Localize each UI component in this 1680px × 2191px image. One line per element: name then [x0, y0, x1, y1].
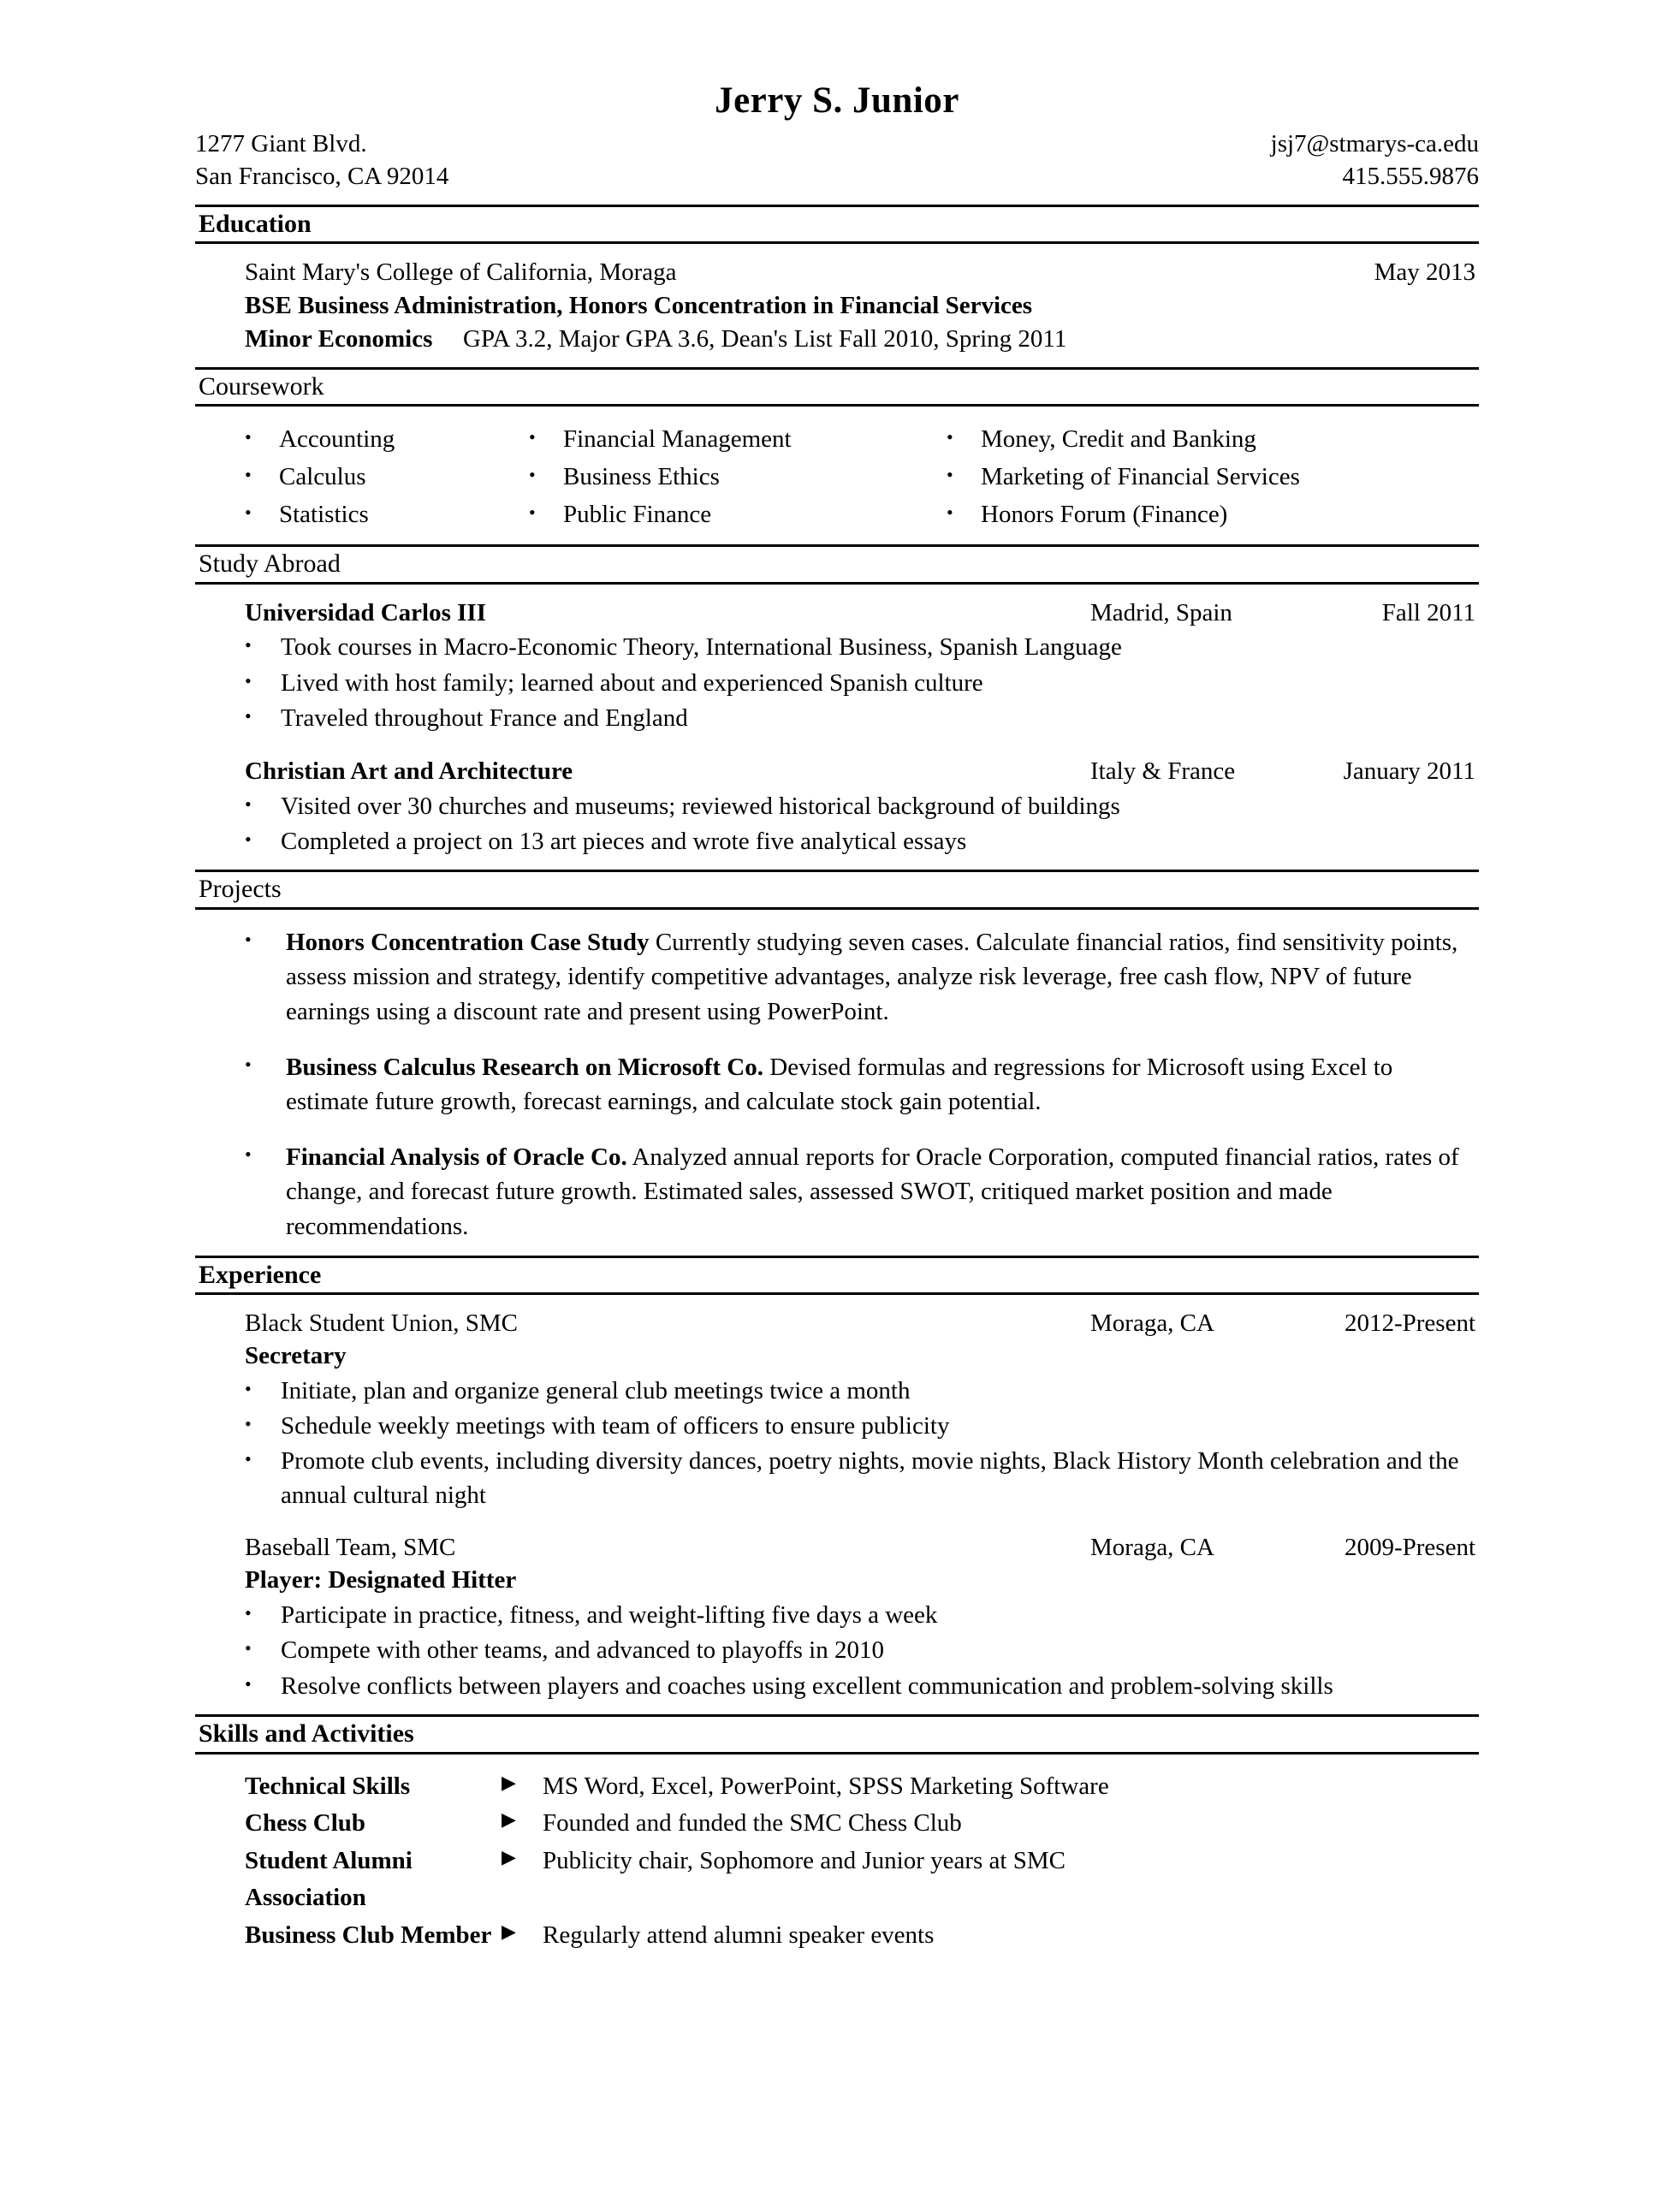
experience-role: Secretary	[245, 1341, 347, 1369]
list-item	[245, 925, 1475, 1030]
bullet-icon: •	[245, 705, 252, 727]
list-item	[245, 702, 1475, 735]
study-abroad-date: January 2011	[1343, 757, 1475, 785]
section-heading-projects: Projects	[195, 870, 1479, 909]
list-item	[245, 1410, 1475, 1443]
section-heading-education: Education	[195, 205, 1479, 244]
experience-entry	[245, 1307, 1475, 1512]
bullet-text: Initiate, plan and organize general club meetings twice a month	[281, 1376, 911, 1404]
bullet-icon: •	[529, 463, 536, 485]
bullet-icon: •	[245, 502, 252, 524]
experience-organization: Black Student Union, SMC	[245, 1309, 519, 1337]
bullet-icon: •	[529, 502, 536, 524]
coursework-item	[245, 458, 529, 496]
experience-location: Moraga, CA	[1090, 1309, 1214, 1337]
section-coursework	[195, 367, 1479, 534]
study-abroad-location: Italy & France	[1090, 757, 1236, 785]
arrow-right-icon: ▶	[502, 1771, 516, 1793]
coursework-label: Honors Forum (Finance)	[981, 501, 1228, 529]
project-title: Business Calculus Research on Microsoft Co.	[286, 1053, 763, 1081]
coursework-item	[529, 420, 947, 458]
experience-entry	[245, 1531, 1475, 1703]
list-item	[245, 825, 1475, 858]
skill-value: Regularly attend alumni speaker events	[543, 1921, 935, 1949]
email-text: jsj7@stmarys-ca.edu	[1270, 130, 1479, 157]
experience-entry-header	[245, 1307, 1475, 1340]
section-experience	[195, 1256, 1479, 1704]
project-body	[286, 1140, 1475, 1244]
bullet-text: Took courses in Macro-Economic Theory, International Business, Spanish Language	[281, 633, 1122, 662]
projects-list	[245, 925, 1475, 1244]
study-abroad-entry	[245, 755, 1475, 859]
experience-body	[195, 1295, 1479, 1703]
coursework-label: Marketing of Financial Services	[981, 462, 1300, 490]
reach-block	[1271, 128, 1479, 193]
education-minor-row	[245, 323, 1475, 356]
section-heading-experience: Experience	[195, 1256, 1479, 1295]
list-item	[245, 1670, 1475, 1703]
skill-value: Publicity chair, Sophomore and Junior years at SMC	[543, 1846, 1066, 1874]
skill-label: Student Alumni Association	[245, 1846, 413, 1911]
education-degree: BSE Business Administration, Honors Concentration in Financial Services	[245, 291, 1033, 319]
bullet-icon: •	[245, 1377, 252, 1399]
project-description: Devised formulas and regressions for Microsoft using Excel to estimate future growth, forecast earnings, and calculate stock gain potential.	[286, 1053, 1393, 1116]
bullet-icon: •	[245, 1412, 252, 1434]
phone-text: 415.555.9876	[1342, 163, 1479, 191]
bullet-icon: •	[245, 1053, 252, 1075]
study-abroad-date: Fall 2011	[1381, 598, 1475, 626]
coursework-label: Statistics	[279, 501, 369, 529]
section-projects	[195, 870, 1479, 1244]
education-minor-label: Minor Economics	[245, 324, 433, 353]
coursework-label: Business Ethics	[563, 462, 720, 490]
experience-location: Moraga, CA	[1090, 1534, 1214, 1562]
section-skills-activities	[195, 1714, 1479, 1954]
experience-bullets	[245, 1599, 1475, 1703]
list-item	[245, 1050, 1475, 1119]
bullet-icon: •	[947, 425, 953, 448]
bullet-text: Promote club events, including diversity dances, poetry nights, movie nights, Black History Month celebration and the annual cultural night	[281, 1447, 1459, 1509]
study-abroad-entry-header	[245, 755, 1475, 788]
arrow-right-icon: ▶	[502, 1808, 516, 1830]
bullet-icon: •	[245, 669, 252, 692]
address-block	[195, 128, 448, 193]
page-title: Jerry S. Junior	[715, 80, 959, 121]
study-abroad-bullets	[245, 631, 1475, 735]
list-item	[245, 1599, 1475, 1632]
experience-role: Player: Designated Hitter	[245, 1566, 517, 1594]
coursework-label: Money, Credit and Banking	[981, 425, 1256, 453]
projects-body	[195, 910, 1479, 1244]
coursework-item	[245, 420, 529, 458]
study-abroad-body	[195, 585, 1479, 859]
coursework-body	[195, 407, 1479, 533]
project-description: Analyzed annual reports for Oracle Corporation, computed financial ratios, rates of change, and forecast future growth. Estimated sales, assessed SWOT, critiqued market position and made recommendations.	[286, 1143, 1459, 1240]
education-school: Saint Mary's College of California, Moraga	[245, 258, 677, 286]
list-item	[245, 1375, 1475, 1408]
bullet-text: Participate in practice, fitness, and weight-lifting five days a week	[281, 1600, 938, 1629]
bullet-icon: •	[245, 463, 252, 485]
study-abroad-entry	[245, 597, 1475, 736]
coursework-item	[947, 496, 1475, 533]
list-item	[245, 790, 1475, 823]
bullet-icon: •	[529, 425, 536, 448]
list-item	[245, 1140, 1475, 1244]
project-title: Financial Analysis of Oracle Co.	[286, 1143, 627, 1171]
skill-label: Chess Club	[245, 1809, 366, 1837]
bullet-icon: •	[245, 828, 252, 850]
experience-organization: Baseball Team, SMC	[245, 1534, 456, 1562]
address-line-1: 1277 Giant Blvd.	[195, 130, 367, 157]
coursework-label: Accounting	[279, 425, 395, 453]
arrow-right-icon: ▶	[502, 1845, 516, 1867]
coursework-item	[947, 458, 1475, 496]
address-line-2: San Francisco, CA 92014	[195, 163, 449, 191]
bullet-text: Visited over 30 churches and museums; reviewed historical background of buildings	[281, 792, 1120, 820]
study-abroad-bullets	[245, 790, 1475, 859]
section-heading-coursework: Coursework	[195, 367, 1479, 407]
bullet-icon: •	[245, 1672, 252, 1695]
arrow-right-icon: ▶	[502, 1920, 516, 1942]
study-abroad-title: Universidad Carlos III	[245, 598, 486, 626]
list-item	[245, 667, 1475, 700]
bullet-text: Traveled throughout France and England	[281, 704, 688, 733]
coursework-item	[529, 496, 947, 533]
bullet-icon: •	[947, 463, 953, 485]
experience-bullets	[245, 1375, 1475, 1513]
list-item	[245, 631, 1475, 664]
coursework-grid	[245, 407, 1475, 533]
bullet-icon: •	[245, 1637, 252, 1660]
coursework-item	[947, 420, 1475, 458]
coursework-item	[529, 458, 947, 496]
skill-label: Technical Skills	[245, 1772, 411, 1800]
bullet-icon: •	[947, 502, 953, 524]
section-education	[195, 205, 1479, 356]
bullet-icon: •	[245, 928, 252, 950]
coursework-item	[245, 496, 529, 533]
bullet-icon: •	[245, 1143, 252, 1165]
bullet-text: Lived with host family; learned about and experienced Spanish culture	[281, 668, 983, 697]
section-study-abroad	[195, 544, 1479, 858]
education-grad-date: May 2013	[1374, 258, 1475, 286]
bullet-text: Resolve conflicts between players and coaches using excellent communication and problem-solving skills	[281, 1671, 1333, 1700]
skill-label: Business Club Member	[245, 1921, 492, 1949]
skills-body	[195, 1755, 1479, 1955]
study-abroad-location: Madrid, Spain	[1090, 598, 1232, 626]
skill-value: MS Word, Excel, PowerPoint, SPSS Marketing Software	[543, 1772, 1109, 1800]
bullet-icon: •	[245, 1601, 252, 1624]
section-heading-study-abroad: Study Abroad	[195, 544, 1479, 584]
education-minor-detail: GPA 3.2, Major GPA 3.6, Dean's List Fall 2010, Spring 2011	[463, 324, 1067, 353]
section-heading-skills: Skills and Activities	[195, 1714, 1479, 1754]
list-item	[245, 1445, 1475, 1512]
list-item	[245, 1634, 1475, 1667]
experience-date: 2012-Present	[1344, 1309, 1475, 1337]
bullet-text: Schedule weekly meetings with team of officers to ensure publicity	[281, 1411, 950, 1440]
study-abroad-entry-header	[245, 597, 1475, 630]
experience-entry-header	[245, 1531, 1475, 1565]
experience-date: 2009-Present	[1344, 1534, 1475, 1562]
coursework-label: Calculus	[279, 462, 366, 490]
study-abroad-title: Christian Art and Architecture	[245, 757, 573, 785]
coursework-label: Public Finance	[563, 501, 712, 529]
project-body	[286, 1050, 1475, 1119]
education-school-row	[245, 256, 1475, 289]
bullet-icon: •	[245, 1448, 252, 1470]
project-title: Honors Concentration Case Study	[286, 928, 650, 956]
bullet-text: Compete with other teams, and advanced to playoffs in 2010	[281, 1636, 884, 1665]
education-body	[195, 244, 1479, 356]
coursework-label: Financial Management	[563, 425, 792, 453]
project-description: Currently studying seven cases. Calculate financial ratios, find sensitivity points, assess mission and strategy, identify competitive advantages, analyze risk leverage, free cash flow, NPV of future earnings using a discount rate and present using PowerPoint.	[286, 928, 1458, 1025]
contact-header	[195, 128, 1479, 193]
resume-content	[195, 0, 1479, 1954]
project-body	[286, 925, 1475, 1030]
bullet-icon: •	[245, 425, 252, 448]
bullet-text: Completed a project on 13 art pieces and wrote five analytical essays	[281, 827, 967, 855]
skill-value: Founded and funded the SMC Chess Club	[543, 1809, 962, 1837]
skills-grid	[245, 1755, 1475, 1955]
bullet-icon: •	[245, 793, 252, 815]
bullet-icon: •	[245, 634, 252, 656]
